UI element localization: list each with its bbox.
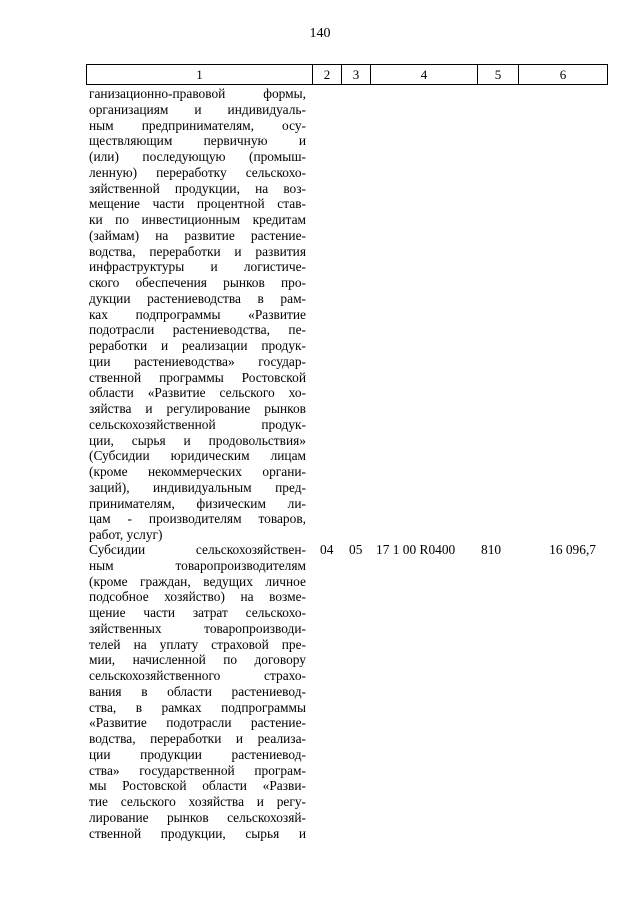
- row-2-target-article: 17 1 00 R0400: [376, 542, 456, 557]
- description-line: водства, переработки и реализа-: [89, 731, 306, 746]
- description-line: ского обеспечения рынков про-: [89, 275, 306, 290]
- description-line: «Развитие подотрасли растение-: [89, 715, 306, 731]
- description-line: (или) последующую (промыш-: [89, 149, 306, 164]
- description-line: ции, сырья и продовольствия»: [89, 432, 306, 448]
- description-line: тие сельского хозяйства и регу-: [89, 794, 306, 809]
- description-line: принимателям, физическим ли-: [89, 495, 306, 511]
- description-line: (Субсидии юридическим лицам: [89, 448, 306, 464]
- description-line: заций), индивидуальным пред-: [89, 479, 306, 495]
- description-line: реработки и реализации продук-: [89, 338, 306, 353]
- row-2-description: [89, 542, 306, 841]
- description-line: работ, услуг): [89, 527, 163, 542]
- description-line: водства, переработки и развития: [89, 243, 306, 259]
- description-line: организациям и индивидуаль-: [89, 101, 306, 117]
- description-line: сельскохозяйственной продук-: [89, 416, 306, 432]
- description-line: зяйственных товаропроизводи-: [89, 620, 306, 636]
- header-col-3: 3: [342, 65, 371, 85]
- description-line: ным товаропроизводителям: [89, 557, 306, 573]
- row-2-expense-type: 810: [481, 542, 502, 557]
- table-header: [86, 64, 608, 85]
- description-line: мии, начисленной по договору: [89, 652, 306, 668]
- description-line: (кроме граждан, ведущих личное: [89, 573, 306, 589]
- row-2-subsection: 05: [349, 542, 363, 557]
- description-line: (кроме некоммерческих органи-: [89, 464, 306, 479]
- description-line: (займам) на развитие растение-: [89, 227, 306, 243]
- description-line: Субсидии сельскохозяйствен-: [89, 542, 306, 557]
- description-line: области «Развитие сельского хо-: [89, 385, 306, 401]
- description-line: мы Ростовской области «Разви-: [89, 778, 306, 794]
- description-line: зяйства и регулирование рынков: [89, 401, 306, 416]
- description-line: зяйственной продукции, на воз-: [89, 180, 306, 196]
- description-line: мещение части процентной став-: [89, 196, 306, 212]
- description-line: сельскохозяйственного страхо-: [89, 668, 306, 683]
- row-1-description: [89, 86, 306, 543]
- header-col-5: 5: [478, 65, 519, 85]
- description-line: вания в области растениевод-: [89, 683, 306, 699]
- description-line: дукции растениеводства в рам-: [89, 290, 306, 306]
- header-col-2: 2: [313, 65, 342, 85]
- description-line: ки по инвестиционным кредитам: [89, 212, 306, 227]
- description-line: ганизационно-правовой формы,: [89, 86, 306, 101]
- header-col-6: 6: [519, 65, 608, 85]
- description-line: ства, в рамках подпрограммы: [89, 699, 306, 715]
- description-line: ленную) переработку сельскохо-: [89, 164, 306, 180]
- description-line: инфраструктуры и логистиче-: [89, 259, 306, 275]
- description-line: подсобное хозяйство) на возме-: [89, 589, 306, 605]
- description-line: телей на уплату страховой пре-: [89, 636, 306, 652]
- row-2-section: 04: [320, 542, 334, 557]
- description-line: ции растениеводства» государ-: [89, 353, 306, 369]
- row-2-amount: 16 096,7: [549, 542, 596, 557]
- header-col-1: 1: [87, 65, 313, 85]
- header-col-4: 4: [371, 65, 478, 85]
- description-line: подотрасли растениеводства, пе-: [89, 322, 306, 338]
- description-line: ственной программы Ростовской: [89, 369, 306, 385]
- description-line: ции продукции растениевод-: [89, 746, 306, 762]
- description-line: ным предпринимателям, осу-: [89, 117, 306, 133]
- page-number: 140: [309, 26, 331, 41]
- description-line: ственной продукции, сырья и: [89, 825, 306, 841]
- description-line: ществляющим первичную и: [89, 133, 306, 149]
- description-line: ства» государственной програм-: [89, 762, 306, 778]
- description-line: цам - производителям товаров,: [89, 511, 306, 527]
- description-line: ках подпрограммы «Развитие: [89, 306, 306, 322]
- description-line: лирование рынков сельскохозяй-: [89, 809, 306, 825]
- description-line: щение части затрат сельскохо-: [89, 605, 306, 620]
